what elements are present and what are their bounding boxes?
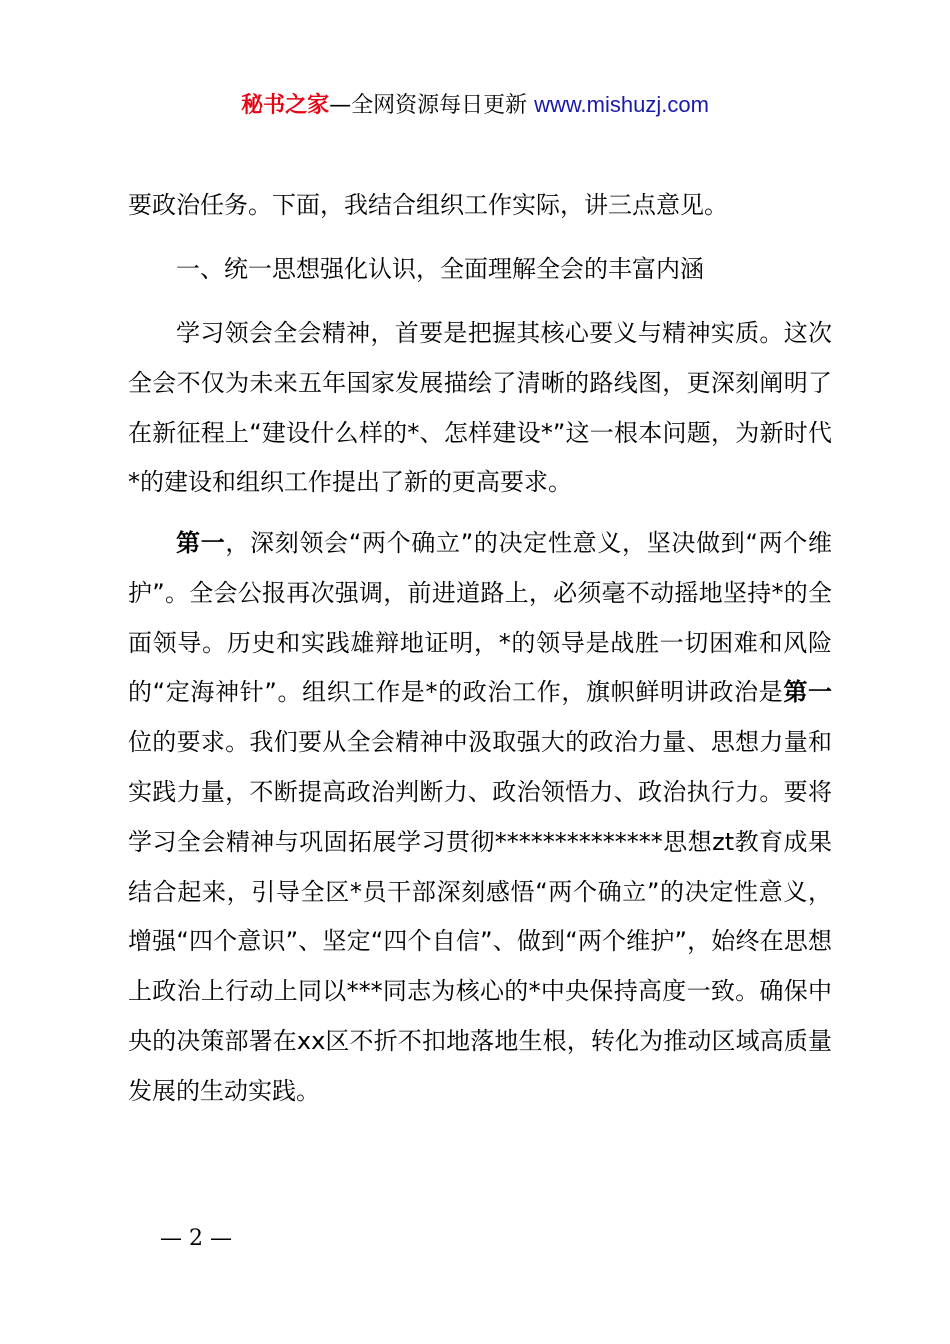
section-heading	[128, 245, 832, 295]
site-url-link[interactable]: www.mishuzj.com	[534, 92, 709, 117]
brand-name: 秘书之家	[241, 93, 330, 118]
header-tagline: —全网资源每日更新	[329, 93, 528, 118]
section-heading-text: 一、统一思想强化认识，全面理解全会的丰富内涵	[176, 255, 704, 283]
paragraph-2-bold-inline: 第一	[783, 678, 833, 707]
paragraph-2-text	[128, 519, 832, 1117]
continuation-paragraph	[128, 181, 832, 231]
paragraph-2-part-1: ，深刻领会“两个确立”的决定性意义，坚决做到“两个维护”。全会公报再次强调，前进道路上，必须毫不动摇地坚持*的全面领导。历史和实践雄辩地证明，*的领导是战胜一切困难和风险的“定海神针”。组织工作是*的政治工作，旗帜鲜明讲政治是	[128, 529, 832, 707]
paragraph-1-text: 学习领会全会精神，首要是把握其核心要义与精神实质。这次全会不仅为未来五年国家发展描绘了清晰的路线图，更深刻阐明了在新征程上“建设什么样的*、怎样建设*”这一根本问题，为新时代*的建设和组织工作提出了新的更高要求。	[128, 319, 832, 497]
page-number: — 2 —	[160, 1226, 232, 1251]
paragraph-2-part-2: 位的要求。我们要从全会精神中汲取强大的政治力量、思想力量和实践力量，不断提高政治判断力、政治领悟力、政治执行力。要将学习全会精神与巩固拓展学习贯彻**************思想zt教育成果结合起来，引导全区*员干部深刻感悟“两个确立”的决定性意义，增强“四个意识”、坚定“四个自信”、做到“两个维护”，始终在思想上政治上行动上同以***同志为核心的*中央保持高度一致。确保中央的决策部署在xx区不折不扣地落地生根，转化为推动区域高质量发展的生动实践。	[128, 728, 832, 1105]
site-header	[0, 88, 950, 123]
paragraph-1	[128, 309, 832, 508]
paragraph-2	[128, 519, 832, 1117]
paragraph-2-lead: 第一	[176, 529, 226, 557]
continuation-text: 要政治任务。下面，我结合组织工作实际，讲三点意见。	[128, 191, 728, 219]
